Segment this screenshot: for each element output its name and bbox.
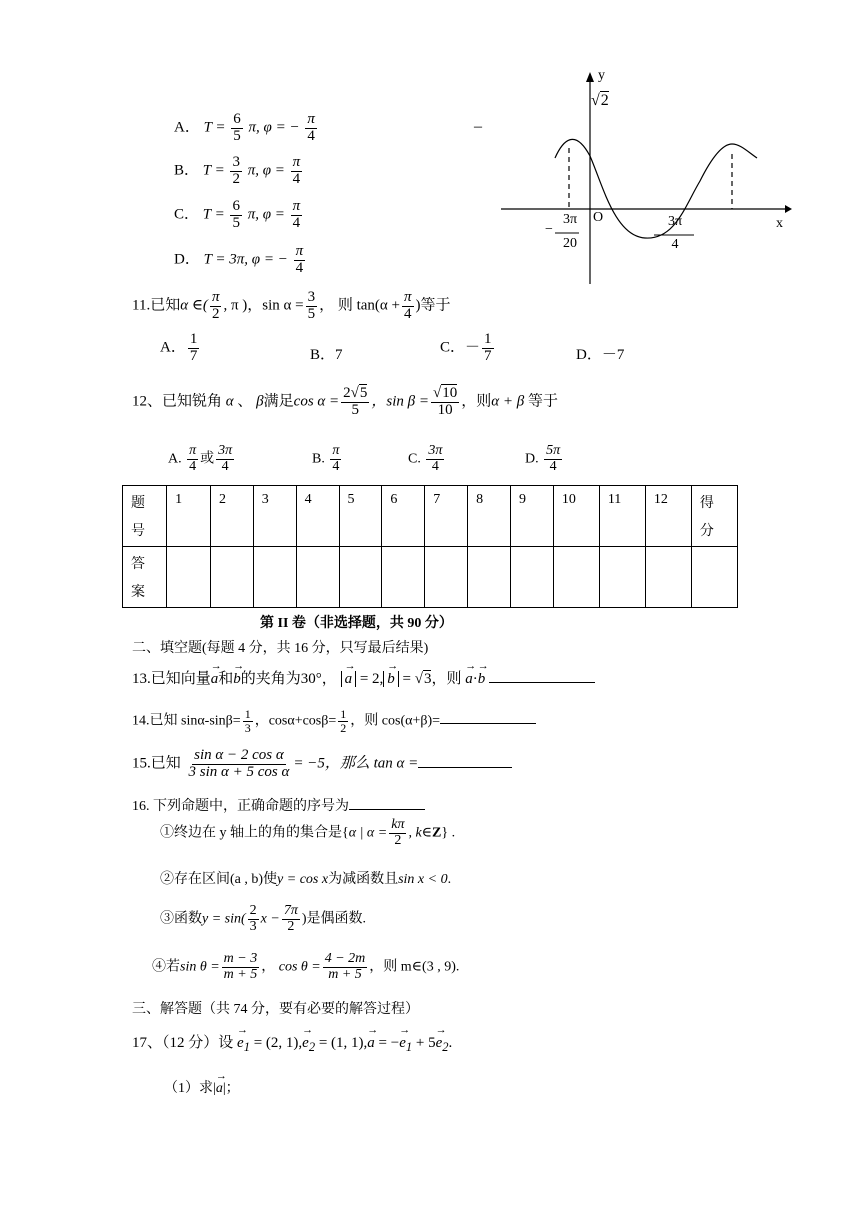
denominator: 2	[232, 170, 240, 187]
vector-a: → a	[367, 1035, 375, 1052]
y-axis-arrow	[586, 72, 594, 82]
option-text: T = 3π, φ = −	[203, 251, 288, 268]
denominator: 5	[232, 214, 240, 231]
integer-set: Z	[432, 825, 442, 841]
stem-text: ③函数	[160, 911, 202, 927]
stem-text: 17、（12 分）设	[132, 1035, 234, 1051]
q16-proposition-1	[160, 818, 455, 848]
q16-proposition-4	[152, 952, 459, 982]
stem-text: )等于	[415, 297, 451, 314]
q13-stem: 13.已知向量→ a和→ b的夹角为30°， → a = 2,→ b = √3，则 → a·→ b	[132, 667, 595, 688]
stem-text: 11.已知	[132, 297, 181, 314]
q14-answer-blank[interactable]	[440, 723, 536, 724]
q12-option-d	[525, 444, 564, 474]
answer-cell[interactable]	[599, 547, 645, 608]
header-cell: 9	[510, 486, 553, 547]
q11-stem	[132, 290, 451, 323]
part2-title: 第 II 卷（非选择题，共 90 分）	[260, 616, 453, 631]
stem-text: （1）求|	[164, 1081, 216, 1096]
option-label: B．	[174, 162, 200, 179]
stem-text: ④若	[152, 959, 180, 975]
fraction	[482, 332, 494, 365]
stem-math: α	[225, 393, 234, 410]
denominator: m + 5	[328, 966, 362, 982]
stem-text: ，	[261, 959, 276, 975]
fraction	[243, 708, 253, 734]
numerator: 6	[233, 111, 241, 127]
header-cell: 6	[382, 486, 425, 547]
numerator: 1	[340, 707, 347, 721]
vector-e2: → $e_2$	[436, 1035, 449, 1055]
numerator: 2	[343, 385, 351, 401]
denominator: 5	[307, 305, 316, 322]
numerator: π	[211, 289, 220, 305]
q11-option-a	[160, 332, 201, 365]
denominator: 10	[437, 401, 453, 418]
q13-answer-blank[interactable]	[489, 682, 595, 683]
stem-text: .	[448, 1035, 453, 1051]
section3-heading: 三、解答题（共 74 分，要有必要的解答过程）	[132, 1002, 419, 1017]
stem-text: 13.已知向量	[132, 671, 211, 687]
stem-text: ， 则 tan(α +	[319, 297, 400, 314]
vector-b: → b	[233, 671, 241, 688]
stem-math: , k∈	[408, 825, 433, 841]
stem-text: ，cosα+cosβ=	[254, 713, 337, 729]
magnitude-a: → a	[345, 671, 353, 688]
option-label: D．	[174, 251, 200, 268]
answer-cell[interactable]	[425, 547, 468, 608]
stem-math: cos α =	[293, 393, 340, 410]
denominator: 2	[287, 918, 295, 934]
fraction	[248, 904, 259, 934]
numerator: kπ	[391, 817, 405, 832]
option-text: T =	[202, 206, 225, 223]
answer-cell[interactable]	[382, 547, 425, 608]
stem-math: sin x < 0	[398, 872, 448, 887]
stem-text: ，则	[431, 671, 462, 687]
option-text: π, φ =	[247, 162, 285, 179]
option-label: C．	[174, 206, 200, 223]
stem-math: = 2,	[359, 671, 384, 687]
stem-math: cos θ =	[278, 959, 321, 975]
left-tick-sign: −	[545, 222, 553, 237]
option-text: 或	[200, 451, 215, 467]
option-label: A.	[168, 451, 182, 467]
radicand: 5	[359, 385, 368, 401]
option-text: π, φ =	[247, 206, 285, 223]
q12-option-a	[168, 444, 236, 474]
header-cell: 8	[468, 486, 511, 547]
fraction	[222, 952, 260, 982]
numerator: π	[332, 443, 340, 458]
fraction	[188, 332, 200, 365]
stem-text: .	[447, 872, 452, 887]
fraction	[305, 112, 317, 145]
answer-grid-answer-row	[123, 547, 738, 608]
stem-text: 14.已知 sinα-sinβ=	[132, 713, 241, 729]
option-label: C．－	[440, 339, 481, 356]
q10-option-b	[174, 155, 304, 188]
stem-text: 等于	[527, 393, 558, 410]
fraction	[291, 155, 303, 188]
cell-text: 题	[131, 496, 145, 511]
x-axis-label: x	[776, 216, 783, 231]
denominator: 4	[332, 458, 340, 474]
vector-symbol: e	[237, 1035, 244, 1051]
fraction	[330, 444, 341, 474]
answer-cell[interactable]	[553, 547, 599, 608]
left-tick-denominator: 20	[563, 236, 577, 251]
denominator: 2	[211, 305, 220, 322]
q11-option-b: B．7	[310, 347, 343, 363]
q12-stem	[132, 386, 558, 419]
stem-text: 和	[218, 671, 234, 687]
stem-text: 16. 下列命题中，正确命题的序号为	[132, 799, 349, 814]
stem-text: |；	[222, 1081, 240, 1096]
stem-text: ，则 cos(α+β)=	[350, 713, 441, 729]
answer-cell[interactable]	[253, 547, 296, 608]
numerator: 5π	[546, 443, 561, 458]
numerator: sin α − 2 cos α	[194, 747, 284, 763]
stem-text: 12、已知锐角	[132, 393, 223, 410]
q12-option-c	[408, 444, 446, 474]
numerator: π	[292, 154, 301, 170]
numerator: 4 − 2m	[324, 951, 366, 966]
y-axis-label: y	[598, 68, 605, 83]
denominator: 4	[189, 458, 197, 474]
q10-option-d	[174, 244, 307, 277]
q15-answer-blank[interactable]	[418, 767, 512, 768]
stem-math: sin θ =	[180, 959, 220, 975]
fraction	[187, 748, 292, 781]
header-cell: 12	[645, 486, 691, 547]
denominator: 2	[394, 832, 402, 848]
right-tick-numerator: 3π	[667, 214, 683, 229]
denominator: 5	[233, 127, 241, 144]
vector-symbol: e	[399, 1035, 406, 1051]
fraction	[231, 112, 243, 145]
stem-text: 、	[237, 393, 253, 410]
q16-proposition-2	[160, 868, 451, 888]
vector-a: → a	[211, 671, 219, 688]
section2-heading: 二、填空题(每题 4 分，共 16 分，只写最后结果)	[132, 641, 429, 656]
header-cell: 1	[167, 486, 211, 547]
numerator: 1	[484, 331, 492, 347]
fraction	[338, 708, 348, 734]
q11-option-c	[440, 332, 496, 365]
stem-text: ，	[321, 671, 337, 687]
fraction	[187, 444, 198, 474]
header-cell: 11	[599, 486, 645, 547]
amplitude-radicand: 2	[600, 92, 609, 109]
fraction	[291, 199, 303, 232]
stem-math: = (1, 1),	[318, 1035, 368, 1051]
stem-math: α ∈(	[180, 297, 208, 314]
answer-grid-header-row	[123, 486, 738, 547]
stem-math: + 5	[415, 1035, 436, 1051]
option-text: T =	[202, 162, 225, 179]
sine-graph	[495, 66, 795, 288]
fraction	[402, 290, 414, 323]
cell-text: 案	[131, 585, 145, 600]
q17-subquestion-1	[164, 1077, 240, 1097]
fraction	[210, 290, 222, 323]
denominator: 4	[292, 170, 301, 187]
option-label: B.	[312, 451, 325, 467]
q16-proposition-3	[160, 904, 366, 934]
option-text: T =	[203, 119, 226, 136]
right-tick-denominator: 4	[671, 237, 679, 252]
vector-a: → a	[465, 671, 473, 688]
stem-text: 满足	[263, 393, 294, 410]
cell-text: 分	[699, 524, 714, 539]
stem-math: β	[256, 393, 264, 410]
numerator: 1	[189, 331, 198, 347]
stem-math: = −	[378, 1035, 400, 1051]
q11-option-d: D．－7	[576, 347, 625, 363]
denominator: 2	[340, 720, 347, 735]
numerator: 2	[249, 903, 257, 918]
numerator: 6	[232, 198, 240, 214]
option-label: D.	[525, 451, 539, 467]
numerator: 3	[307, 289, 316, 305]
stem-text: 为减函数且	[328, 872, 399, 887]
option-label: A．	[174, 119, 200, 136]
numerator: π	[404, 289, 412, 305]
q15-stem	[132, 748, 512, 781]
vector-e2: → $e_2$	[302, 1035, 315, 1055]
dot-operator: ·	[472, 671, 478, 687]
vector-a: → a	[216, 1081, 223, 1097]
fraction	[216, 444, 234, 474]
denominator: 4	[307, 127, 315, 144]
vector-b: → b	[478, 671, 486, 688]
cell-text: 得	[699, 496, 714, 511]
numerator: 1	[244, 707, 251, 721]
score-cell[interactable]	[691, 547, 737, 608]
fraction	[230, 155, 242, 188]
denominator: 5	[351, 401, 360, 418]
stray-dash: –	[474, 118, 482, 135]
stem-math: α | α =	[348, 825, 388, 841]
numerator: 3π	[428, 443, 443, 458]
amplitude-label: √2	[591, 92, 609, 109]
denominator: 3	[249, 918, 257, 934]
vector-symbol: e	[302, 1035, 309, 1051]
option-text: π, φ = −	[248, 119, 300, 136]
stem-math: y = cos x	[277, 872, 329, 887]
stem-text: )是偶函数.	[301, 911, 367, 927]
option-label: C.	[408, 451, 421, 467]
header-cell: 5	[339, 486, 382, 547]
cell-text: 号	[131, 524, 145, 539]
numerator: π	[189, 443, 197, 458]
stem-math: = (2, 1),	[253, 1035, 303, 1051]
answer-cell[interactable]	[510, 547, 553, 608]
answer-cell[interactable]	[296, 547, 339, 608]
stem-math: y = sin(	[202, 911, 246, 927]
denominator: 4	[295, 259, 304, 276]
q12-option-b	[312, 444, 343, 474]
numerator: m − 3	[223, 951, 258, 966]
header-cell: 7	[425, 486, 468, 547]
denominator: m + 5	[223, 966, 258, 982]
origin-label: O	[593, 210, 604, 225]
left-tick-numerator: 3π	[562, 212, 578, 227]
stem-text: ，则 m∈(3 , 9).	[369, 959, 460, 975]
answer-cell[interactable]	[339, 547, 382, 608]
fraction	[230, 199, 242, 232]
denominator: 4	[549, 458, 557, 474]
sine-curve	[555, 139, 757, 238]
stem-text: } .	[441, 825, 456, 841]
fraction	[282, 904, 300, 934]
stem-math: ，sin β =	[371, 393, 429, 410]
stem-math: α + β	[491, 393, 525, 410]
cell-text: 答	[131, 557, 145, 572]
header-cell: 3	[253, 486, 296, 547]
stem-text: ①终边在 y 轴上的角的集合是{	[160, 825, 349, 841]
stem-math: x −	[260, 911, 280, 927]
fraction	[544, 444, 562, 474]
fraction	[306, 290, 318, 323]
answer-cell[interactable]	[468, 547, 511, 608]
denominator: 4	[431, 458, 439, 474]
numerator: 3π	[218, 443, 233, 458]
denominator: 4	[292, 214, 301, 231]
header-cell-label	[123, 486, 167, 547]
denominator: 4	[404, 305, 412, 322]
stem-text: 15.已知	[132, 755, 181, 772]
denominator: 4	[221, 458, 229, 474]
numerator: π	[292, 198, 301, 214]
q10-option-a	[174, 112, 319, 145]
answer-cell[interactable]	[645, 547, 691, 608]
option-label: A．	[160, 339, 186, 356]
q10-option-c	[174, 199, 304, 232]
header-cell: 10	[553, 486, 599, 547]
fraction	[389, 818, 406, 848]
header-cell: 2	[210, 486, 253, 547]
fraction	[323, 952, 368, 982]
stem-math: =	[402, 671, 411, 687]
stem-math: , π )，sin α =	[223, 297, 304, 314]
numerator: π	[307, 111, 315, 127]
vector-e1: → $e_1$	[237, 1035, 250, 1055]
x-axis-arrow	[785, 205, 792, 213]
answer-cell[interactable]	[167, 547, 211, 608]
numerator: π	[295, 243, 304, 259]
answer-cell-label	[123, 547, 167, 608]
denominator: 3	[244, 720, 251, 735]
fraction: $\frac{√10}{10}$	[433, 385, 458, 418]
magnitude-b: → b	[387, 671, 395, 688]
numerator: 3	[232, 154, 240, 170]
stem-text: ，则	[461, 393, 492, 410]
fraction	[426, 444, 444, 474]
denominator: 3 sin α + 5 cos α	[188, 763, 290, 780]
header-cell-score	[691, 486, 737, 547]
denominator: 7	[189, 347, 198, 364]
answer-grid	[122, 485, 738, 608]
numerator: 7π	[283, 903, 298, 918]
q14-stem	[132, 708, 536, 734]
vector-symbol: e	[435, 1035, 443, 1051]
radicand: 3	[423, 671, 432, 687]
fraction	[294, 244, 306, 277]
q16-stem	[132, 795, 425, 815]
vector-e1: → $e_1$	[399, 1035, 412, 1055]
stem-math: = −5，那么 tan α =	[293, 755, 419, 772]
header-cell: 4	[296, 486, 339, 547]
radicand: 10	[442, 385, 458, 401]
q17-stem	[132, 1031, 452, 1055]
q16-answer-blank[interactable]	[349, 809, 425, 810]
stem-text: 的夹角为	[240, 671, 301, 687]
denominator: 7	[484, 347, 492, 364]
angle-value: 30°	[300, 671, 322, 687]
stem-text: ②存在区间(a , b)使	[160, 872, 278, 887]
fraction: $\frac{2√5}{5}$	[343, 385, 368, 418]
answer-cell[interactable]	[210, 547, 253, 608]
